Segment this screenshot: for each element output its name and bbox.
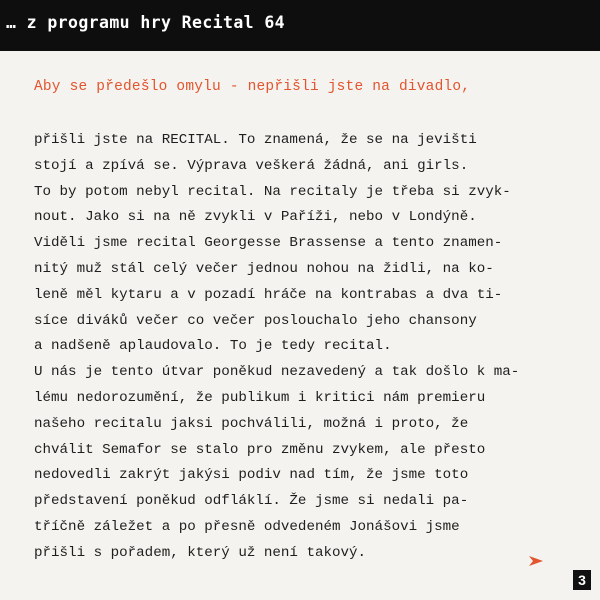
body-line: přišli s pořadem, který už není takový. <box>34 544 367 561</box>
body-line: nedovedli zakrýt jakýsi podiv nad tím, že jsme toto <box>34 467 469 484</box>
header-bar <box>0 0 600 51</box>
body-line: lému nedorozumění, že publikum i kritici nám premieru <box>34 389 486 406</box>
body-line: chválit Semafor se stalo pro změnu zvykem, ale přesto <box>34 441 486 458</box>
body-line: U nás je tento útvar poněkud nezavedený a tak došlo k ma- <box>34 364 520 381</box>
body-line: leně měl kytaru a v pozadí hráče na kontrabas a dva ti- <box>34 286 503 303</box>
page-number: 3 <box>573 570 591 590</box>
body-line: představení poněkud odfláklí. Že jsme si nedali pa- <box>34 493 469 510</box>
header-title: … z programu hry Recital 64 <box>6 13 286 32</box>
body-line: Viděli jsme recital Georgesse Brassense a tento znamen- <box>34 235 503 252</box>
arrow-right-icon <box>528 555 544 567</box>
body-line: nout. Jako si na ně zvykli v Paříži, nebo v Londýně. <box>34 209 477 226</box>
body-line: našeho recitalu jaksi pochválili, možná i proto, že <box>34 415 469 432</box>
body-line: nitý muž stál celý večer jednou nohou na židli, na ko- <box>34 260 494 277</box>
body-line: síce diváků večer co večer poslouchalo jeho chansony <box>34 312 477 329</box>
body-line: přišli jste na RECITAL. To znamená, že se na jevišti <box>34 132 477 148</box>
body-line: tříčně záležet a po přesně odvedeném Jonášovi jsme <box>34 518 460 535</box>
body-text <box>34 128 574 567</box>
body-line: stojí a zpívá se. Výprava veškerá žádná, ani girls. <box>34 157 469 174</box>
body-line: a nadšeně aplaudovalo. To je tedy recital. <box>34 338 392 355</box>
body-line: To by potom nebyl recital. Na recitaly je třeba si zvyk- <box>34 183 511 200</box>
lead-sentence: Aby se předešlo omylu - nepřišli jste na divadlo, <box>34 79 471 95</box>
